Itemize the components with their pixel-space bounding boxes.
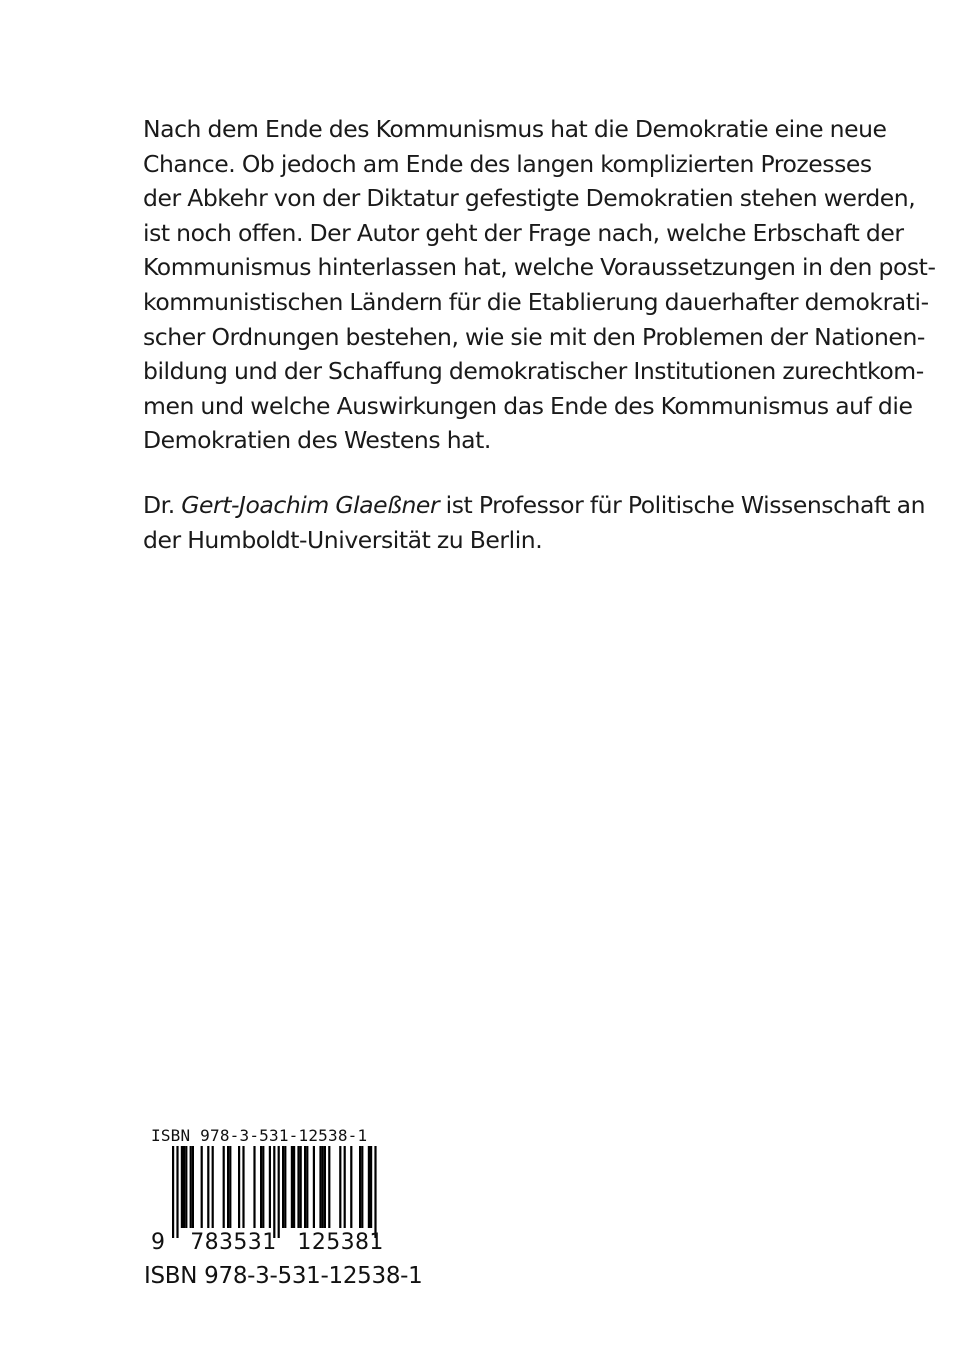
barcode-bar — [183, 1146, 185, 1228]
barcode-bar — [328, 1146, 330, 1228]
barcode-bar — [269, 1146, 271, 1228]
barcode-guard-bar — [273, 1146, 275, 1238]
barcode-bar — [212, 1146, 214, 1228]
ean-left-group: 783531 — [190, 1230, 277, 1255]
barcode-bar — [291, 1146, 293, 1228]
ean-right-group: 125381 — [297, 1230, 384, 1255]
barcode-bar — [201, 1146, 203, 1228]
barcode-guard-bar — [176, 1146, 178, 1238]
barcode-bar — [370, 1146, 372, 1228]
barcode-bar — [238, 1146, 240, 1228]
author-bio-line-1 — [143, 488, 926, 523]
barcode-bar — [207, 1146, 209, 1228]
blurb-line: Demokratien des Westens hat. — [143, 426, 491, 455]
barcode-bar — [192, 1146, 194, 1228]
isbn-barcode-block — [144, 1126, 423, 1296]
barcode-bar — [368, 1146, 370, 1228]
barcode-bar — [227, 1146, 229, 1228]
barcode-bar — [181, 1146, 183, 1228]
isbn-label-bottom: ISBN 978-3-531-12538-1 — [144, 1263, 423, 1289]
blurb-line: bildung und der Schaffung demokratischer Institutionen zurechtkom- — [143, 357, 924, 386]
author-bio-text: ist Professor für Politische Wissenschaft an — [439, 491, 926, 519]
blurb-line: Chance. Ob jedoch am Ende des langen komplizierten Prozesses — [143, 149, 872, 178]
author-name: Gert-Joachim Glaeßner — [181, 491, 440, 519]
author-bio — [143, 488, 926, 557]
barcode-bar — [313, 1146, 315, 1228]
blurb-line: scher Ordnungen bestehen, wie sie mit den Problemen der Nationen- — [143, 322, 925, 351]
barcode-bar — [284, 1146, 286, 1228]
barcode-bar — [229, 1146, 231, 1228]
author-title: Dr. — [143, 491, 182, 519]
blurb-line: der Abkehr von der Diktatur gefestigte Demokratien stehen werden, — [143, 184, 916, 213]
blurb-line: ist noch offen. Der Autor geht der Frage nach, welche Erbschaft der — [143, 218, 904, 247]
barcode-bar — [293, 1146, 295, 1228]
barcode-bar — [190, 1146, 192, 1228]
isbn-label-top: ISBN 978-3-531-12538-1 — [151, 1126, 368, 1145]
barcode-bar — [359, 1146, 361, 1228]
barcode-bar — [262, 1146, 264, 1228]
blurb-line: men und welche Auswirkungen das Ende des Kommunismus auf die — [143, 391, 913, 420]
barcode-bar — [306, 1146, 308, 1228]
barcode-bar — [350, 1146, 352, 1228]
barcode-bar — [322, 1146, 324, 1228]
barcode-bar — [300, 1146, 302, 1228]
barcode-bar — [304, 1146, 306, 1228]
barcode-guard-bar — [278, 1146, 280, 1238]
barcode-bar — [260, 1146, 262, 1228]
barcode-bar — [344, 1146, 346, 1228]
barcode-bar — [242, 1146, 244, 1228]
barcode-bar — [253, 1146, 255, 1228]
blurb-paragraph — [143, 112, 936, 458]
blurb-line: Kommunismus hinterlassen hat, welche Voraussetzungen in den post- — [143, 253, 936, 282]
barcode-bar — [282, 1146, 284, 1228]
barcode-bar — [297, 1146, 299, 1228]
barcode-bar — [324, 1146, 326, 1228]
ean-first-digit: 9 — [151, 1230, 166, 1255]
barcode-bar — [319, 1146, 321, 1228]
barcode-guard-bar — [374, 1146, 376, 1238]
author-bio-line-2: der Humboldt-Universität zu Berlin. — [143, 525, 543, 554]
blurb-line: kommunistischen Ländern für die Etablierung dauerhafter demokrati- — [143, 287, 929, 316]
barcode-bar — [361, 1146, 363, 1228]
blurb-line: Nach dem Ende des Kommunismus hat die Demokratie eine neue — [143, 115, 887, 143]
barcode-guard-bar — [172, 1146, 174, 1238]
back-cover-text — [143, 112, 936, 458]
barcode-bar — [223, 1146, 225, 1228]
barcode-bar — [339, 1146, 341, 1228]
ean-digits — [151, 1230, 384, 1255]
barcode-bar — [185, 1146, 187, 1228]
